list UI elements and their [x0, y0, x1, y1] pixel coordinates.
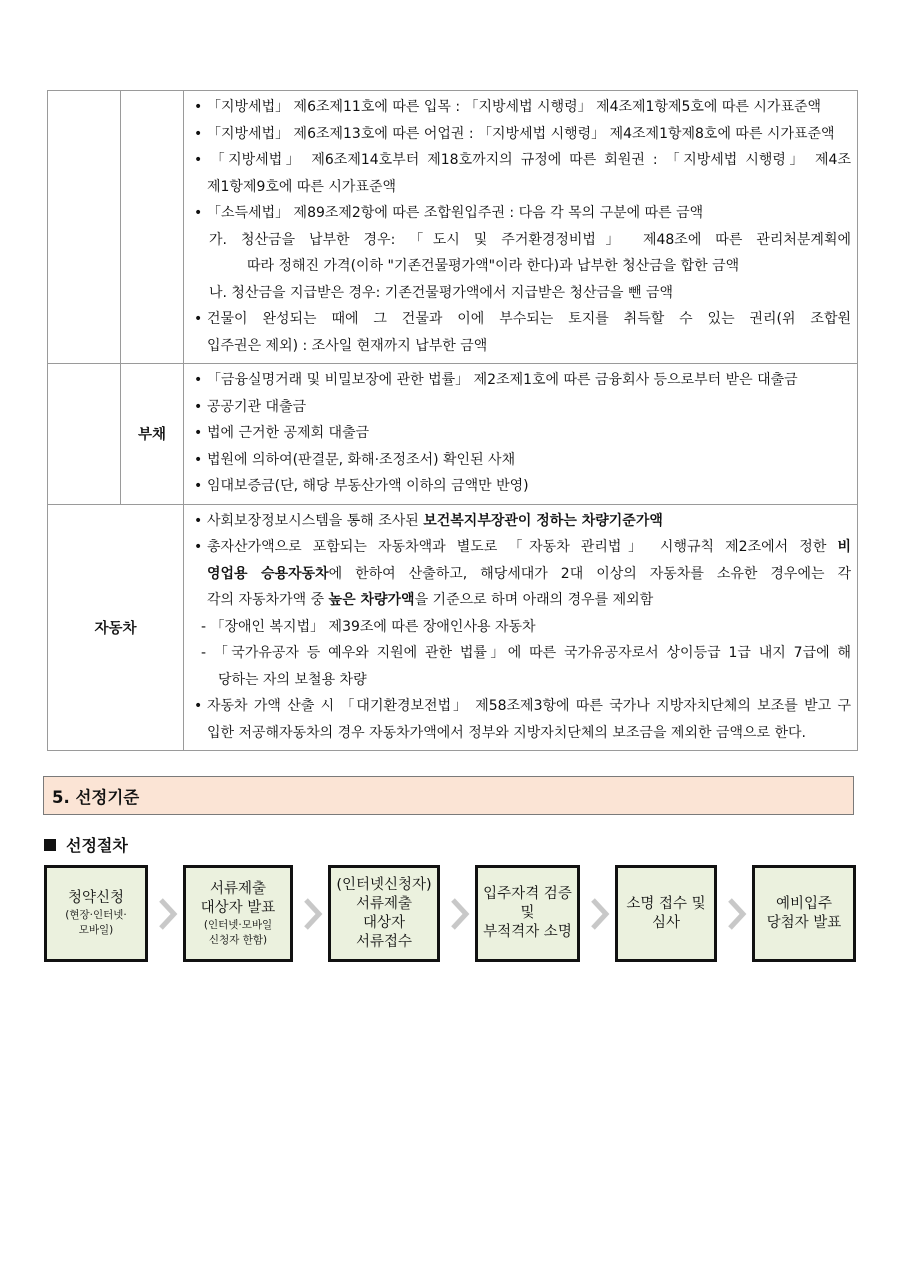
bold-text: 높은 차량가액 [328, 592, 415, 608]
debt-row [48, 364, 858, 505]
list-item: • 「지방세법」 제6조제11호에 따른 입목 : 「지방세법 시행령」 제4조제1항제5호에 따른 시가표준액 [194, 94, 851, 121]
step-text: 서류제출 [209, 880, 267, 897]
text: 을 기준으로 하며 아래의 경우를 제외함 [414, 592, 654, 608]
text: 에 한하여 산출하고, 해당세대가 2대 이상의 자동차를 소유한 경우에는 각 [328, 565, 851, 582]
dash-item: - 「장애인 복지법」 제39조에 따른 장애인사용 자동차 [201, 618, 536, 635]
step-text: 및 [520, 905, 535, 921]
text: 사회보장정보시스템을 통해 조사된 [207, 512, 424, 529]
category-cell-empty [48, 91, 121, 364]
flow-step-verification [475, 865, 580, 962]
section-header: 5. 선정기준 [43, 776, 854, 815]
category-cell-empty [48, 364, 121, 505]
sub-item: 가. 청산금을 납부한 경우: 「도시 및 주거환경정비법」 제48조에 따른 관리처분계획에 [209, 231, 851, 248]
text: 각의 자동차가액 중 [207, 592, 329, 608]
step-text: 예비입주 [775, 895, 833, 912]
list-item: • 건물이 완성되는 때에 그 건물과 이에 부수되는 토지를 취득할 수 있는 권리(위 조합원 [194, 306, 851, 333]
step-note: (현장·인터넷· [65, 909, 127, 921]
text: 총자산가액으로 포함되는 자동차액과 별도로 「자동차 관리법」 시행규칙 제2조에서 정한 [207, 539, 838, 555]
debt-items [184, 364, 858, 505]
step-text: 심사 [651, 914, 680, 931]
subcategory-cell-empty [121, 91, 184, 364]
step-text: 소명 접수 및 [626, 895, 706, 912]
list-item: • 「금융실명거래 및 비밀보장에 관한 법률」 제2조제1호에 따른 금융회사 등으로부터 받은 대출금 [194, 367, 851, 394]
car-items [184, 504, 858, 751]
sub-item-continuation: 따라 정해진 가격(이하 "기존건물평가액"이라 한다)과 납부한 청산금을 합한 금액 [247, 258, 740, 274]
square-bullet-icon [44, 839, 56, 851]
flow-step-document-announce [183, 865, 293, 962]
dash-item: - 「국가유공자 등 예우와 지원에 관한 법률」에 따른 국가유공자로서 상이등급 1급 내지 7급에 해 [201, 645, 851, 661]
list-item [194, 508, 851, 535]
flow-step-announce-winners [752, 865, 856, 962]
step-text: 서류접수 [355, 933, 413, 950]
housing-items [184, 91, 858, 364]
step-text: 당첨자 발표 [766, 914, 842, 931]
bold-text: 비 [837, 539, 851, 555]
asset-criteria-table [47, 90, 858, 751]
car-row [48, 504, 858, 751]
list-item: • 「지방세법」 제6조제13호에 따른 어업권 : 「지방세법 시행령」 제4조제1항제8호에 따른 시가표준액 [194, 121, 851, 148]
step-text: 서류제출 [355, 895, 413, 912]
list-item: • 법에 근거한 공제회 대출금 [194, 420, 851, 447]
list-item: • 공공기관 대출금 [194, 394, 851, 421]
list-item [194, 534, 851, 561]
step-text: 청약신청 [67, 890, 125, 906]
step-text: 대상자 발표 [200, 899, 276, 916]
list-item-continuation: 입주권은 제외) : 조사일 현재까지 납부한 금액 [207, 337, 488, 354]
list-item-continuation [194, 561, 851, 588]
chevron-right-icon [300, 897, 324, 931]
list-item: • 임대보증금(단, 해당 부동산가액 이하의 금액만 반영) [194, 473, 851, 500]
list-item: • 법원에 의하여(판결문, 화해·조정조서) 확인된 사채 [194, 447, 851, 474]
bold-text: 영업용 승용자동차 [207, 565, 329, 582]
flow-step-apply [44, 865, 148, 962]
list-item: • 자동차 가액 산출 시 「대기환경보전법」 제58조제3항에 따른 국가나 지방자치단체의 보조를 받고 구 [194, 693, 851, 720]
step-text: 대상자 [362, 914, 406, 931]
list-item-continuation: 입한 저공해자동차의 경우 자동차가액에서 정부와 지방자치단체의 보조금을 제외한 금액으로 한다. [207, 724, 806, 741]
chevron-right-icon [587, 897, 611, 931]
list-item-continuation: 제1항제9호에 따른 시가표준액 [207, 178, 397, 195]
debt-label: 부채 [121, 364, 184, 505]
step-note: 모바일) [78, 924, 114, 936]
step-note: 신청자 한함) [208, 933, 268, 946]
process-flow [44, 865, 856, 962]
chevron-right-icon [447, 897, 471, 931]
list-item: • 「지방세법」 제6조제14호부터 제18호까지의 규정에 따른 회원권 : 「지방세법 시행령」 제4조 [194, 147, 851, 174]
step-text: 부적격자 소명 [483, 924, 572, 940]
flow-step-document-receipt [328, 865, 440, 962]
flow-step-review [615, 865, 717, 962]
chevron-right-icon [155, 897, 179, 931]
step-note: (인터넷·모바일 [203, 918, 273, 931]
car-label: 자동차 [48, 504, 184, 751]
step-text: (인터넷신청자) [336, 876, 432, 893]
sub-item: 나. 청산금을 지급받은 경우: 기존건물평가액에서 지급받은 청산금을 뺀 금액 [209, 284, 674, 301]
list-item: • 「소득세법」 제89조제2항에 따른 조합원입주권 : 다음 각 목의 구분에 따른 금액 [194, 200, 851, 227]
housing-row [48, 91, 858, 364]
list-item-continuation [194, 587, 851, 614]
chevron-right-icon [724, 897, 748, 931]
subsection-title-text: 선정절차 [66, 836, 128, 855]
step-text: 입주자격 검증 [483, 886, 572, 902]
bold-text: 보건복지부장관이 정하는 차량기준가액 [423, 512, 663, 529]
dash-item-continuation: 당하는 자의 보철용 차량 [218, 671, 367, 688]
subsection-title [44, 833, 128, 856]
